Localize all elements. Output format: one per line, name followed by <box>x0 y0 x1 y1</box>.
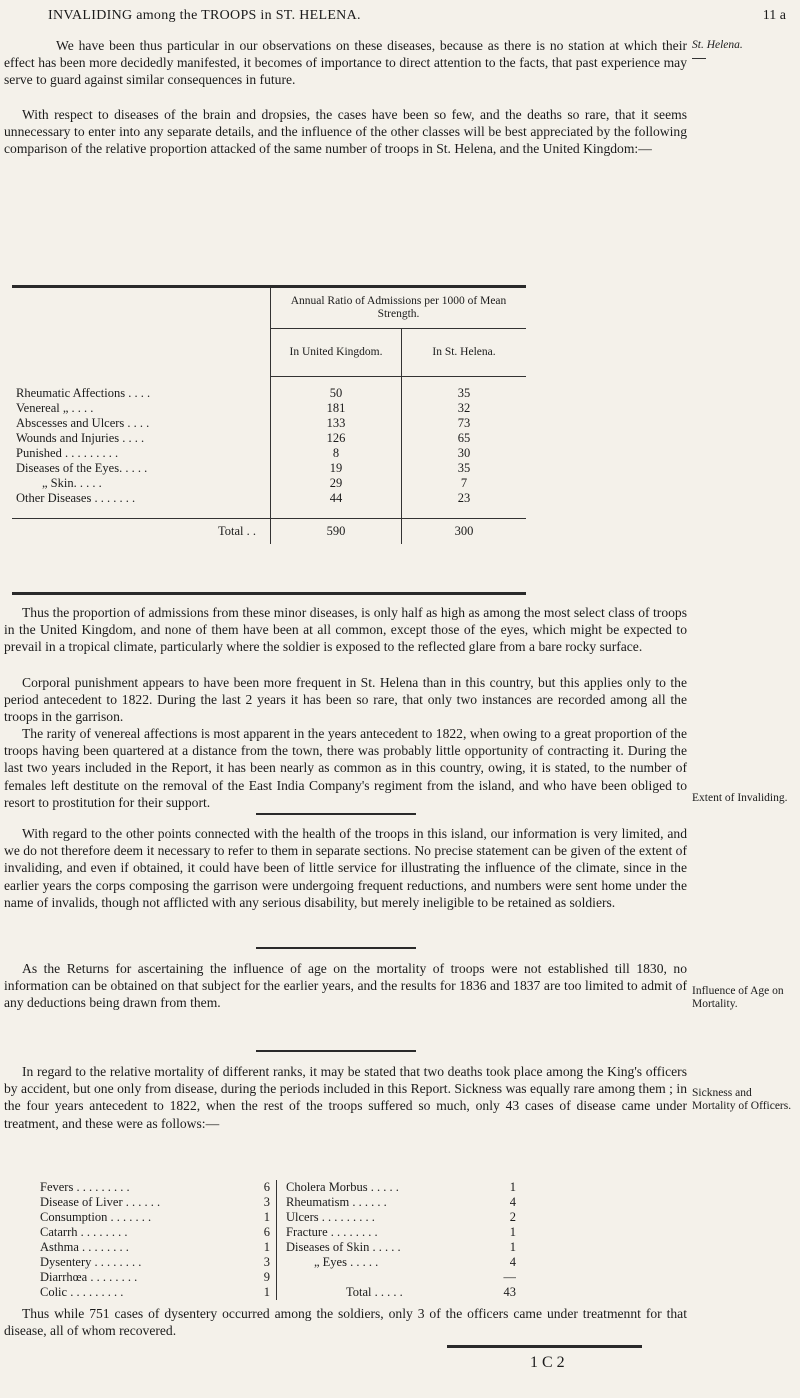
case-total-label: Total . . . . . <box>346 1285 403 1299</box>
case-count: 1 <box>263 1285 270 1299</box>
row-label: Punished . . . . . . . . . <box>12 446 271 461</box>
list-item <box>40 1255 270 1270</box>
list-item <box>286 1255 516 1270</box>
case-count: 1 <box>509 1225 516 1239</box>
row-sh: 7 <box>460 476 468 490</box>
case-label: Catarrh . . . . . . . . <box>40 1225 128 1239</box>
paragraph-6: With regard to the other points connected with the health of the troops in this island, our information is very limited, and we do not therefore deem it necessary to refer to them in separate sections. No precise statement can be given of the extent of invaliding, and even if obtained, it could have been of little service for illustrating the influence of the climate, since in the earlier years the corps composing the garrison were undergoing frequent reductions, and numbers were sent home under the name of invalids, though not afflicted with any serious disability, but merely ineligible to be retained as soldiers. <box>4 826 687 910</box>
section-divider <box>256 947 416 949</box>
list-item <box>286 1195 516 1210</box>
margin-note-sickness: Sickness and Mortality of Officers. <box>692 1087 792 1112</box>
col-header-sh: In St. Helena. <box>402 328 527 376</box>
case-label: Fevers . . . . . . . . . <box>40 1180 130 1194</box>
case-label: Asthma . . . . . . . . <box>40 1240 129 1254</box>
officer-cases-left-column <box>40 1180 270 1300</box>
case-count: 1 <box>509 1240 516 1254</box>
total-sh: 300 <box>402 518 527 544</box>
case-count: 6 <box>263 1225 270 1239</box>
case-label: Colic . . . . . . . . . <box>40 1285 124 1299</box>
list-item <box>40 1270 270 1285</box>
margin-note-extent: Extent of Invaliding. <box>692 792 788 804</box>
list-item <box>286 1285 516 1300</box>
row-uk: 8 <box>271 446 402 461</box>
table-stub-header <box>12 288 271 376</box>
paragraph-3: Thus the proportion of admissions from these minor diseases, is only half as high as among the most select class of troops in the United Kingdom, and none of them have been at all common, except those of the eyes, which might be expected to prevail in a tropical climate, particularly where the soldier is exposed to the reflected glare from a bare rocky surface. <box>4 605 687 655</box>
table-total-row <box>12 518 526 544</box>
case-count: 4 <box>509 1195 516 1209</box>
row-label: Other Diseases . . . . . . . <box>12 491 271 506</box>
list-item <box>40 1240 270 1255</box>
paragraph-9: Thus while 751 cases of dysentery occurred among the soldiers, only 3 of the officers came under treatmennt for that disease, all of whom recovered. <box>4 1306 687 1339</box>
signature-mark: 1 C 2 <box>530 1354 565 1371</box>
row-sh: 32 <box>457 401 471 415</box>
case-label: Rheumatism . . . . . . <box>286 1195 387 1209</box>
table-row <box>12 491 526 506</box>
paragraph-5: The rarity of venereal affections is most apparent in the years antecedent to 1822, when owing to a great proportion of the troops having been quartered at a distance from the town, there was probably little opportunity of contracting it. During the last two years included in the Report, it has been nearly as common as in this country, owing, it is stated, to the number of females left destitute on the removal of the East India Company's regiment from the island, and who have been obliged to resort to prostitution for their support. <box>4 726 687 810</box>
list-item <box>286 1210 516 1225</box>
table-row <box>12 401 526 416</box>
row-sh: 23 <box>457 491 471 505</box>
row-label: Diseases of the Eyes. . . . . <box>12 461 271 476</box>
row-uk: 50 <box>271 386 402 401</box>
case-dash: — <box>503 1270 516 1284</box>
row-sh: 35 <box>457 461 471 475</box>
case-count: 1 <box>509 1180 516 1194</box>
section-divider <box>256 813 416 815</box>
row-sh: 35 <box>457 386 471 400</box>
row-uk: 181 <box>271 401 402 416</box>
case-label: „ Eyes . . . . . <box>314 1255 379 1269</box>
col-header-uk: In United Kingdom. <box>271 328 402 376</box>
row-sh: 73 <box>457 416 471 430</box>
paragraph-1: We have been thus particular in our observations on these diseases, because as there is no station at which their effect has been more decidedly manifested, it becomes of importance to direct attention to the facts, that past experience may serve to guard against similar consequences in future. <box>4 38 687 88</box>
officer-cases-right-column <box>286 1180 516 1300</box>
table-bottom-rule <box>12 592 526 595</box>
table-row <box>12 476 526 491</box>
table-group-header: Annual Ratio of Admissions per 1000 of Mean Strength. <box>271 288 527 328</box>
margin-note-st-helena: St. Helena. <box>692 39 743 51</box>
section-divider <box>256 1050 416 1052</box>
margin-rule <box>692 58 706 59</box>
case-count: 6 <box>263 1180 270 1194</box>
paragraph-2: With respect to diseases of the brain and dropsies, the cases have been so few, and the deaths so rare, that it seems unnecessary to enter into any separate details, and the influence of the other classes will be best appreciated by the following comparison of the relative proportion attacked of the same number of troops in St. Helena, and the United Kingdom:— <box>4 107 687 157</box>
case-count: 9 <box>263 1270 270 1284</box>
row-uk: 133 <box>271 416 402 431</box>
total-label: Total . . <box>12 518 271 544</box>
row-label: „ Skin. . . . . <box>12 476 271 491</box>
row-label: Venereal „ . . . . <box>12 401 271 416</box>
column-divider <box>276 1180 277 1300</box>
table-row <box>12 461 526 476</box>
row-uk: 126 <box>271 431 402 446</box>
case-total: 43 <box>503 1285 516 1299</box>
page-number: 11 a <box>762 8 786 23</box>
case-count: 1 <box>263 1210 270 1224</box>
page-title: INVALIDING among the TROOPS in ST. HELENA. <box>48 8 361 23</box>
table-row <box>12 386 526 401</box>
case-count: 4 <box>509 1255 516 1269</box>
case-label: Dysentery . . . . . . . . <box>40 1255 142 1269</box>
paragraph-7: As the Returns for ascertaining the influence of age on the mortality of troops were not established till 1830, no information can be obtained on that subject for the earlier years, and the results for 1836 and 1837 are too limited to admit of any deductions being drawn from them. <box>4 961 687 1011</box>
case-label: Diseases of Skin . . . . . <box>286 1240 401 1254</box>
row-sh: 30 <box>457 446 471 460</box>
case-count: 2 <box>509 1210 516 1224</box>
table-row <box>12 446 526 461</box>
footer-rule <box>447 1345 642 1348</box>
list-item <box>286 1240 516 1255</box>
list-item <box>40 1210 270 1225</box>
row-sh: 65 <box>457 431 471 445</box>
total-uk: 590 <box>271 518 402 544</box>
margin-note-age: Influence of Age on Mortality. <box>692 985 784 1010</box>
case-label: Disease of Liver . . . . . . <box>40 1195 161 1209</box>
table-row <box>12 431 526 446</box>
case-label: Fracture . . . . . . . . <box>286 1225 378 1239</box>
list-item <box>40 1180 270 1195</box>
row-uk: 19 <box>271 461 402 476</box>
case-label: Consumption . . . . . . . <box>40 1210 152 1224</box>
case-count: 3 <box>263 1255 270 1269</box>
case-count: 3 <box>263 1195 270 1209</box>
list-item <box>286 1180 516 1195</box>
admissions-ratio-table <box>12 288 526 544</box>
case-label: Diarrhœa . . . . . . . . <box>40 1270 138 1284</box>
list-item <box>40 1225 270 1240</box>
row-uk: 44 <box>271 491 402 506</box>
list-item <box>40 1195 270 1210</box>
case-label: Cholera Morbus . . . . . <box>286 1180 399 1194</box>
list-item <box>286 1270 516 1285</box>
row-uk: 29 <box>271 476 402 491</box>
paragraph-4: Corporal punishment appears to have been more frequent in St. Helena than in this country, but this applies only to the period antecedent to 1822. During the last 2 years it has been so rare, that only two instances are recorded among all the troops in the garrison. <box>4 675 687 725</box>
paragraph-8: In regard to the relative mortality of different ranks, it may be stated that two deaths took place among the King's officers by accident, but one only from disease, during the periods included in this Report. Sickness was equally rare among them ; in the four years antecedent to 1822, when the rest of the troops suffered so much, only 43 cases of disease came under treatment, and these were as follows:— <box>4 1064 687 1131</box>
case-count: 1 <box>263 1240 270 1254</box>
row-label: Abscesses and Ulcers . . . . <box>12 416 271 431</box>
row-label: Wounds and Injuries . . . . <box>12 431 271 446</box>
row-label: Rheumatic Affections . . . . <box>12 386 271 401</box>
list-item <box>40 1285 270 1300</box>
table-row <box>12 416 526 431</box>
running-header <box>8 8 786 30</box>
case-label: Ulcers . . . . . . . . . <box>286 1210 375 1224</box>
list-item <box>286 1225 516 1240</box>
